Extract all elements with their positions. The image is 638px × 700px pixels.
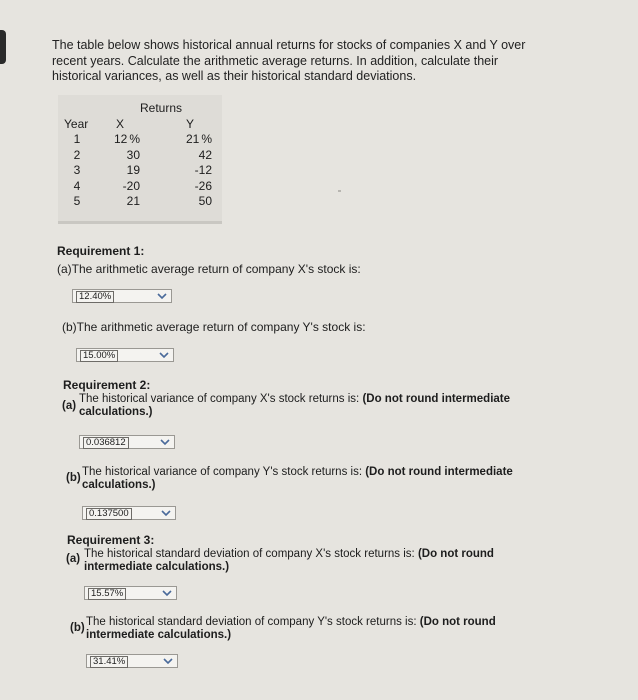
req1-b-question: (b)The arithmetic average return of company Y's stock is: — [62, 320, 366, 334]
selected-value: 0.137500 — [86, 508, 132, 520]
screen-speck — [338, 190, 341, 192]
req2-a-letter: (a) — [62, 400, 77, 412]
req2-b-letter: (b) — [66, 472, 81, 484]
year-cell: 1 — [73, 132, 81, 146]
req3-b-letter: (b) — [70, 622, 85, 634]
req3-a-answer-select[interactable] — [84, 586, 177, 600]
year-cell: 5 — [73, 194, 81, 209]
year-header: Year — [64, 117, 89, 131]
y-header: Y — [186, 117, 195, 131]
selected-value: 15.57% — [88, 588, 126, 600]
req2-b-answer-select[interactable] — [82, 506, 176, 520]
y-cell: -12 — [194, 163, 212, 178]
req1-b-answer-select[interactable] — [76, 348, 174, 362]
table-row — [58, 179, 222, 195]
intro-line: The table below shows historical annual returns for stocks of companies X and Y over — [52, 38, 526, 52]
table-row — [58, 132, 222, 148]
chevron-down-icon — [160, 507, 172, 519]
req3-b-question: The historical standard deviation of company Y's stock returns is: (Do not round intermediate calculations.) — [86, 616, 496, 641]
req3-a-letter: (a) — [66, 553, 81, 565]
window-edge-marker — [0, 30, 6, 64]
x-cell: 30 — [126, 147, 140, 162]
intro-line: recent years. Calculate the arithmetic average returns. In addition, calculate their — [52, 53, 499, 68]
year-cell: 3 — [73, 163, 81, 178]
percent-sign: % — [201, 132, 212, 146]
chevron-down-icon — [161, 587, 173, 599]
x-cell: 12 % — [113, 132, 140, 146]
problem-intro — [52, 38, 582, 85]
req2-a-answer-select[interactable] — [79, 435, 175, 449]
selected-value: 0.036812 — [83, 437, 129, 449]
returns-header: Returns — [140, 101, 183, 115]
chevron-down-icon — [162, 655, 174, 667]
requirement-3-title: Requirement 3: — [67, 533, 155, 547]
chevron-down-icon — [159, 436, 171, 448]
table-row — [58, 163, 222, 179]
chevron-down-icon — [158, 349, 170, 361]
x-cell: 21 — [126, 194, 140, 209]
x-header: X — [116, 117, 125, 131]
requirement-1-title: Requirement 1: — [57, 244, 145, 258]
percent-sign: % — [129, 132, 140, 146]
req2-b-question: The historical variance of company Y's stock returns is: (Do not round intermediate calculations.) — [82, 466, 513, 491]
table-row — [58, 194, 222, 210]
intro-line: historical variances, as well as their historical standard deviations. — [52, 69, 417, 83]
req1-a-question: (a)The arithmetic average return of company X's stock is: — [57, 262, 361, 276]
chevron-down-icon — [156, 290, 168, 302]
selected-value: 12.40% — [76, 291, 114, 303]
req1-a-answer-select[interactable] — [72, 289, 172, 303]
x-cell: -20 — [122, 178, 140, 193]
x-cell: 19 — [126, 163, 140, 178]
y-cell: 21 % — [185, 132, 212, 146]
requirement-2-title: Requirement 2: — [63, 378, 151, 392]
returns-table — [58, 95, 222, 224]
selected-value: 31.41% — [90, 656, 128, 668]
y-cell: 50 — [198, 194, 212, 209]
table-row — [58, 148, 222, 164]
selected-value: 15.00% — [80, 350, 118, 362]
req3-a-question: The historical standard deviation of company X's stock returns is: (Do not round intermediate calculations.) — [84, 548, 494, 573]
y-cell: 42 — [198, 147, 212, 162]
req2-a-question: The historical variance of company X's stock returns is: (Do not round intermediate calculations.) — [79, 393, 511, 418]
y-cell: -26 — [194, 178, 212, 193]
req3-b-answer-select[interactable] — [86, 654, 178, 668]
year-cell: 2 — [73, 147, 81, 162]
year-cell: 4 — [73, 178, 81, 193]
